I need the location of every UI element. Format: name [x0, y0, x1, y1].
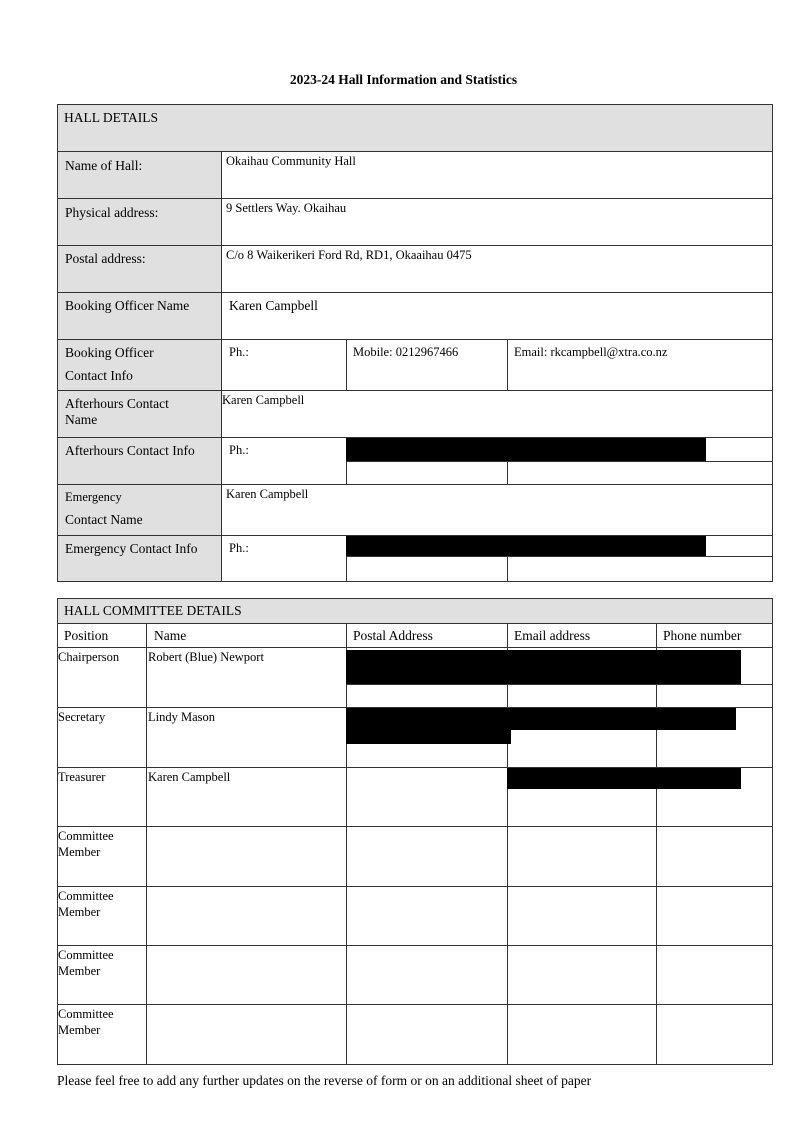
row-6-position-line2: Member: [58, 964, 101, 978]
booking-officer-name-value: Karen Campbell: [229, 298, 318, 313]
afterhours-redaction: [346, 438, 706, 461]
committee-grid: [57, 623, 773, 1065]
col-email-address: Email address: [514, 628, 591, 643]
emergency-name-label-line1: Emergency: [65, 490, 122, 504]
row-5-position-line1: Committee: [58, 889, 114, 903]
col-postal-address: Postal Address: [353, 628, 433, 643]
col-position: Position: [64, 628, 109, 643]
document-title: 2023-24 Hall Information and Statistics: [289, 72, 518, 87]
row-4-position-line2: Member: [58, 845, 101, 859]
row-4-position-line1: Committee: [58, 829, 114, 843]
emergency-name-label-line2: Contact Name: [65, 512, 143, 527]
booking-contact-label-line1: Booking Officer: [65, 345, 154, 360]
row-6-position-line1: Committee: [58, 948, 114, 962]
row-2-name: Lindy Mason: [148, 710, 216, 724]
afterhours-name-value: Karen Campbell: [222, 393, 305, 407]
emergency-info-label: Emergency Contact Info: [65, 541, 198, 556]
booking-officer-name-label: Booking Officer Name: [65, 298, 190, 313]
emergency-name-value: Karen Campbell: [226, 487, 309, 501]
treasurer-redaction: [507, 768, 741, 789]
booking-email-value: Email: rkcampbell@xtra.co.nz: [514, 345, 668, 359]
footer-note: Please feel free to add any further updates on the reverse of form or on an additional sheet of paper: [57, 1073, 592, 1088]
name-of-hall-label: Name of Hall:: [65, 158, 143, 173]
row-7-position-line1: Committee: [58, 1007, 114, 1021]
chairperson-redaction: [346, 650, 741, 684]
row-7-position-line2: Member: [58, 1023, 101, 1037]
committee-header: HALL COMMITTEE DETAILS: [64, 603, 242, 618]
col-phone-number: Phone number: [663, 628, 742, 643]
secretary-redaction-1: [346, 708, 736, 730]
secretary-redaction-2: [346, 730, 511, 744]
col-name: Name: [154, 628, 187, 643]
postal-address-value: C/o 8 Waikerikeri Ford Rd, RD1, Okaaihau 0475: [226, 248, 472, 262]
postal-address-label: Postal address:: [65, 251, 146, 266]
booking-mobile-value: Mobile: 0212967466: [353, 345, 459, 359]
afterhours-name-label-line1: Afterhours Contact: [65, 396, 169, 411]
row-3-position: Treasurer: [58, 770, 106, 784]
emergency-ph-label: Ph.:: [229, 541, 249, 555]
afterhours-ph-label: Ph.:: [229, 443, 249, 457]
hall-details-header: HALL DETAILS: [64, 110, 159, 125]
afterhours-name-label-line2: Name: [65, 412, 98, 427]
booking-ph-label: Ph.:: [229, 345, 249, 359]
row-2-position: Secretary: [58, 710, 106, 724]
physical-address-value: 9 Settlers Way. Okaihau: [226, 201, 347, 215]
physical-address-label: Physical address:: [65, 205, 159, 220]
row-5-position-line2: Member: [58, 905, 101, 919]
afterhours-info-label: Afterhours Contact Info: [65, 443, 195, 458]
row-1-position: Chairperson: [58, 650, 120, 664]
row-1-name: Robert (Blue) Newport: [148, 650, 264, 664]
name-of-hall-value: Okaihau Community Hall: [226, 154, 356, 168]
hall-details-header-cell: [57, 104, 773, 152]
booking-contact-label-line2: Contact Info: [65, 368, 133, 383]
emergency-redaction: [346, 536, 706, 556]
row-3-name: Karen Campbell: [148, 770, 231, 784]
